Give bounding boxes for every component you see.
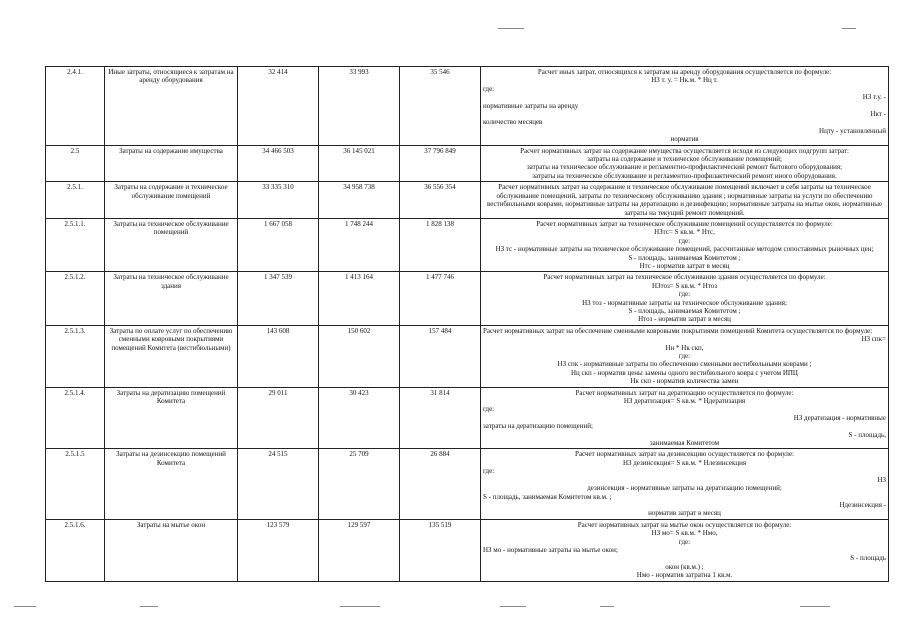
description-line: где: [483, 84, 495, 93]
table-row [46, 325, 889, 387]
description-line: НЗ [877, 475, 886, 484]
value-year-2: 30 423 [319, 387, 400, 449]
description-line: Расчет иных затрат, относящихся к затратам на аренду оборудования осуществляется по формуле: [537, 68, 832, 76]
description-line: затраты на дератизацию помещений; [483, 422, 593, 431]
description-line: S - площадь, [848, 430, 886, 439]
value-year-2: 1 413 164 [319, 272, 400, 325]
scan-artifact [140, 606, 158, 607]
description-line: занимаемая Комитетом [649, 439, 720, 448]
value-year-2: 34 958 738 [319, 182, 400, 219]
row-description [481, 325, 889, 387]
value-year-1: 33 335 310 [238, 182, 319, 219]
value-year-3: 35 546 [400, 67, 481, 146]
row-number: 2.5.1.3. [46, 325, 105, 387]
row-description [481, 67, 889, 146]
description-line: НЗ мо - нормативные затраты на мытье окон; [483, 545, 618, 554]
row-number: 2.5.1. [46, 182, 105, 219]
table-row [46, 218, 889, 271]
value-year-3: 26 884 [400, 449, 481, 519]
description-line: Расчет нормативных затрат на техническое обслуживание здания осуществляется по формуле: [543, 273, 826, 282]
cost-table-body [46, 67, 889, 582]
row-number: 2.5 [46, 145, 105, 182]
description-line: где: [678, 537, 691, 546]
description-line: НЗтс= S кв.м. * Нтс, [654, 228, 715, 237]
row-description [481, 387, 889, 449]
row-description [481, 449, 889, 519]
description-line: затраты на содержание и техническое обслуживание помещений; [587, 155, 782, 164]
row-number: 2.5.1.6. [46, 519, 105, 581]
description-line: Расчет нормативных затрат на дезинсекцию осуществляется по формуле: [575, 450, 794, 459]
description-line: S - площадь, занимаемая Комитетом кв.м. ; [483, 492, 612, 501]
row-number: 2.5.1.2. [46, 272, 105, 325]
row-number: 2.5.1.4. [46, 387, 105, 449]
value-year-2: 36 145 021 [319, 145, 400, 182]
value-year-1: 123 579 [238, 519, 319, 581]
description-line: НЗ т. у. = Нк.м. * Нц т. [651, 76, 718, 85]
description-line: S - площадь, занимаемая Комитетом ; [628, 306, 741, 315]
row-name: Затраты на дезинсекцию помещений Комитета [105, 449, 238, 519]
description-line: Расчет нормативных затрат на мытье окон осуществляется по формуле: [577, 520, 792, 529]
description-line: дезинсекция - нормативные затраты на дератизацию помещений; [587, 484, 782, 493]
row-number: 2.4.1. [46, 67, 105, 146]
scan-artifact [14, 606, 36, 607]
description-line: где: [678, 352, 691, 360]
value-year-2: 33 993 [319, 67, 400, 146]
description-line: Нн * Нк скп, [665, 343, 704, 352]
scan-artifact [842, 28, 856, 29]
description-line: НЗ мо= S кв.м. * Нмо, [651, 529, 718, 538]
description-line: где: [483, 405, 495, 414]
description-line: Расчет нормативных затрат на содержание имущества осуществляется исходя из следующих подгрупп затрат: [520, 146, 849, 155]
description-line: НЗ дератизация - нормативные [793, 413, 886, 422]
value-year-2: 129 597 [319, 519, 400, 581]
value-year-2: 25 709 [319, 449, 400, 519]
value-year-1: 29 011 [238, 387, 319, 449]
cost-table [45, 66, 889, 582]
description-line: Нц скп - норматив цены замены одного вестибюльного ковра с учетом ИПЦ [571, 368, 798, 377]
row-description [481, 272, 889, 325]
table-row [46, 182, 889, 219]
value-year-3: 37 796 849 [400, 145, 481, 182]
value-year-3: 31 814 [400, 387, 481, 449]
table-row [46, 519, 889, 581]
description-line: где: [483, 467, 495, 476]
value-year-1: 143 608 [238, 325, 319, 387]
description-line: Расчет нормативных затрат на содержание и техническое обслуживание помещений включает в себя затраты на техническое обслуживание помещений, затраты по техническому обслуживанию здания ; нормативные затраты на услуги по обеспечению вестибюльными коврами, нормативные затраты на дератизацию и дезинфекцию; нормативные затраты на мытье окон, нормативные затраты на текущий ремонт помещений. [486, 183, 883, 217]
description-line: Нтс - норматив затрат в месяц [639, 261, 730, 270]
description-line: Нк скп - норматив количества замен [630, 377, 739, 386]
value-year-1: 24 515 [238, 449, 319, 519]
value-year-3: 1 477 746 [400, 272, 481, 325]
scan-artifact [500, 606, 526, 607]
value-year-3: 36 556 354 [400, 182, 481, 219]
description-line: Нтоз - норматив затрат в месяц [638, 315, 731, 324]
description-line: норматив затрат в месяц [648, 509, 721, 518]
description-line: затраты на техническое обслуживание и регламентно-профилактический ремонт бытового оборудования; [526, 163, 843, 172]
table-row [46, 387, 889, 449]
description-line: норматив [670, 135, 699, 144]
row-name: Иные затраты, относящиеся к затратам на аренду оборудования [105, 67, 238, 146]
row-name: Затраты по оплате услуг по обеспечению сменными ковровыми покрытиями помещений Комитета (вестибюльными) [105, 325, 238, 387]
description-line: Нкт - [870, 110, 886, 119]
scan-artifact [498, 28, 524, 29]
value-year-2: 150 602 [319, 325, 400, 387]
description-line: НЗ дезинсекция= S кв.м. * Нлезинсекция [622, 458, 747, 467]
description-line: Ндезинсекция - [839, 500, 886, 509]
description-line: НЗ спк - нормативные затраты по обеспечению сменными вестибюльными коврами ; [557, 360, 812, 369]
description-line: Расчет нормативных затрат на обеспечение сменными ковровыми покрытиями помещений Комитета осуществляется по формуле: [483, 326, 873, 335]
row-number: 2.5.1.5 [46, 449, 105, 519]
description-line: количество месяцев [483, 118, 543, 127]
row-description [481, 519, 889, 581]
value-year-3: 157 484 [400, 325, 481, 387]
table-row [46, 272, 889, 325]
description-line: S - площадь [850, 554, 886, 563]
description-line: S - площадь, занимаемая Комитетом ; [628, 253, 741, 262]
description-line: НЗ спк= [861, 335, 886, 344]
description-line: нормативные затраты на аренду [483, 101, 579, 110]
description-line: Нцту - установленный [819, 126, 886, 135]
description-line: НЗ дератизация= S кв.м. * Ндератизация [623, 397, 746, 406]
description-line: Нмо - норматив затратна 1 кв.м. [636, 571, 733, 580]
description-line: НЗ тоз - нормативные затраты на техническое обслуживание здания; [582, 298, 787, 307]
row-name: Затраты на содержание имущества [105, 145, 238, 182]
value-year-1: 34 466 503 [238, 145, 319, 182]
value-year-2: 1 748 244 [319, 218, 400, 271]
row-name: Затраты на техническое обслуживание здания [105, 272, 238, 325]
description-line: НЗтоз= S кв.м. * Нтоз [651, 281, 718, 290]
table-row [46, 449, 889, 519]
scan-artifact [340, 606, 380, 607]
description-line: Расчет нормативных затрат на техническое обслуживание помещений осуществляется по формуле: [536, 219, 833, 228]
value-year-3: 135 519 [400, 519, 481, 581]
value-year-1: 1 667 058 [238, 218, 319, 271]
row-description [481, 182, 889, 219]
description-line: НЗ тс - нормативные затраты на техническое обслуживание помещений, рассчитанные методом сопоставимых рыночных цен; [495, 245, 874, 254]
description-line: затраты на техническое обслуживание и регламентно-профилактический ремонт иного оборудования. [532, 171, 837, 180]
value-year-3: 1 828 138 [400, 218, 481, 271]
description-line: НЗ т.у. - [862, 93, 886, 102]
row-name: Затраты на мытье окон [105, 519, 238, 581]
description-line: где: [678, 236, 691, 245]
description-line: где: [678, 290, 691, 299]
table-row [46, 145, 889, 182]
table-row [46, 67, 889, 146]
row-description [481, 145, 889, 182]
scan-artifact [600, 606, 614, 607]
value-year-1: 32 414 [238, 67, 319, 146]
value-year-1: 1 347 539 [238, 272, 319, 325]
row-number: 2.5.1.1. [46, 218, 105, 271]
scan-artifact [800, 606, 830, 607]
description-line: Расчет нормативных затрат на дератизацию осуществляется по формуле: [575, 388, 794, 397]
row-name: Затраты на дератизацию помещений Комитета [105, 387, 238, 449]
description-line: окон (кв.м.) ; [665, 562, 704, 571]
row-name: Затраты на техническое обслуживание помещений [105, 218, 238, 271]
row-description [481, 218, 889, 271]
row-name: Затраты на содержание и техническое обслуживание помещений [105, 182, 238, 219]
